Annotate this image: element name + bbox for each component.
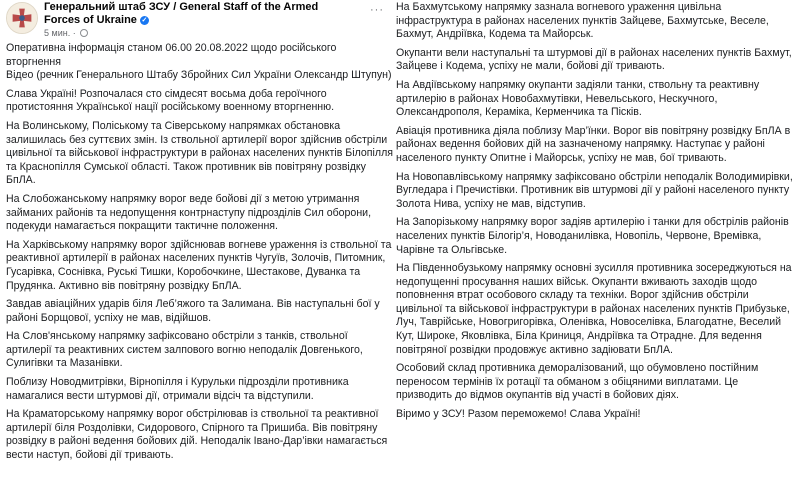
meta-separator: · bbox=[72, 28, 76, 38]
post-body-left bbox=[6, 42, 394, 463]
post-paragraph: Завдав авіаційних ударів біля Леб’яжого та Залимана. Вів наступальні бої у районі Борщової, успіху не мав, відійшов. bbox=[6, 298, 380, 324]
post-paragraph: На Слов'янському напрямку зафіксовано обстріли з танків, ствольної артилерії та реактивних систем залпового вогню неподалік Довгенького, Сулигівки та Мазанівки. bbox=[6, 330, 363, 370]
post-paragraph: На Волинському, Поліському та Сіверському напрямках обстановка залишилась без суттєвих змін. Із ствольної артилерії ворог здійснив обстріли цивільної та військової інфраструктури в районах населених пунктів Білопілля та Краснопілля Сумської області. Також противник вів повітряну розвідку БпЛА. bbox=[6, 119, 393, 187]
more-options-icon[interactable]: ··· bbox=[370, 4, 384, 16]
post-right-column bbox=[396, 1, 796, 427]
page-name[interactable] bbox=[44, 1, 349, 27]
post-paragraph: Слава Україні! Розпочалася сто сімдесят восьма доба героїчного протистояння Української нації російському военному вторгненню. bbox=[6, 87, 335, 114]
emblem-cross-icon bbox=[7, 3, 37, 33]
post-paragraph: На Краматорському напрямку ворог обстрілював із ствольної та реактивної артилерії біля Роздолівки, Сидорового, Спірного та Пришиба. Вів повітряну розвідку в районі ведення бойових дій. Неподалік Івано-Дар’івки намагається вести наступ, бойові дії тривають. bbox=[6, 408, 388, 462]
post-paragraph: На Слобожанському напрямку ворог веде бойові дії з метою утримання займаних районів та недопущення контрнаступу підрозділів Сил оборони, подекуди намагається покращити тактичне положення. bbox=[6, 192, 372, 233]
post-paragraph: На Південнобузькому напрямку основні зусилля противника зосереджуються на недопущенні просування наших військ. Окупанти вживають заходів щодо поповнення втрат особового складу та техніки. Ворог здійснив обстріли цивільної та військової інфраструктури в районах населених пунктів Прибузьке, Луч, Таврійське, Новогригорівка, Оленівка, Новоселівка, Благодатне, Веселий Кут, Широке, Яковлівка, Біла Криниця, Андріївка та Отрадне. Для ведення повітряної розвідки продовжує активно задіювати БпЛА. bbox=[396, 262, 792, 356]
post-paragraph: На Бахмутському напрямку зазнала вогневого ураження цивільна інфраструктура в районах населених пунктів Зайцеве, Бахмутське, Веселе, Бахмут, Андріївка, Кодема та Майорськ. bbox=[396, 1, 769, 41]
post-paragraph: Поблизу Новодмитрівки, Вірнопілля і Курульки підрозділи противника намагалися вести штурмові дії, отримали відсіч та відступили. bbox=[6, 376, 349, 402]
verified-badge-icon: ✓ bbox=[141, 16, 148, 24]
post-paragraph: Авіація противника діяла поблизу Мар’їнки. Ворог вів повітряну розвідку БпЛА в районах ведення бойових дій на зазначеному напрямку. Наступає у районі населеного пункту Опитне і Майорськ, успіху не мав, бої тривають. bbox=[396, 124, 791, 164]
post-left-column bbox=[6, 0, 394, 468]
post-paragraph: Віримо у ЗСУ! Разом переможемо! Слава Україні! bbox=[396, 408, 641, 421]
post-paragraph: На Авдіївському напрямку окупанти задіяли танки, ствольну та реактивну артилерію в районах Новобахмутівки, Невельського, Нескучного, Олександрополя, Кераміка, Керменчика та Пісків. bbox=[396, 78, 760, 119]
post-paragraph: На Запорізькому напрямку ворог задіяв артилерію і танки для обстрілів районів населених пунктів Білогір’я, Новоданилівка, Новопіль, Червоне, Времівка, Чарівне та Ольгівське. bbox=[396, 216, 789, 256]
post-paragraph: На Новопавлівському напрямку зафіксовано обстріли неподалік Володимирівки, Вугледара і Пречистівки. Противник вів штурмові дії у районі населеного пункту Золота Нива, успіху не мав, відступив. bbox=[396, 170, 793, 210]
post-header bbox=[6, 0, 394, 42]
avatar[interactable] bbox=[6, 2, 38, 34]
author-name[interactable]: Генеральний штаб ЗСУ / General Staff of the Armed Forces of Ukraine bbox=[44, 1, 319, 26]
post-meta bbox=[44, 28, 88, 39]
post-paragraph: Відео (речник Генерального Штабу Збройних Сил України Олександр Штупун) bbox=[6, 69, 392, 82]
post-paragraph: Окупанти вели наступальні та штурмові дії в районах населених пунктів Бахмут, Зайцеве і Кодема, успіху не мали, бойові дії тривають. bbox=[396, 46, 792, 73]
post-paragraph: Особовий склад противника деморалізований, що обумовлено постійним переносом термінів їх ротації та обманом з обіцяними виплатами. Це призводить до відмов окупантів від участі в бойових діях. bbox=[396, 362, 759, 402]
post-paragraph: Оперативна інформація станом 06.00 20.08.2022 щодо російського вторгнення bbox=[6, 42, 337, 68]
globe-icon bbox=[80, 29, 88, 37]
post-paragraph: На Харківському напрямку ворог здійснював вогневе ураження із ствольної та реактивної артилерії в районах населених пунктів Чугуїв, Золочів, Питомник, Гусарівка, Соснівка, Руські Тишки, Коробочкине, Шестакове, Дуванка та Прудянка. Активно вів повітряну розвідку БпЛА. bbox=[6, 238, 392, 292]
post-time[interactable]: 5 мин. bbox=[44, 28, 71, 38]
